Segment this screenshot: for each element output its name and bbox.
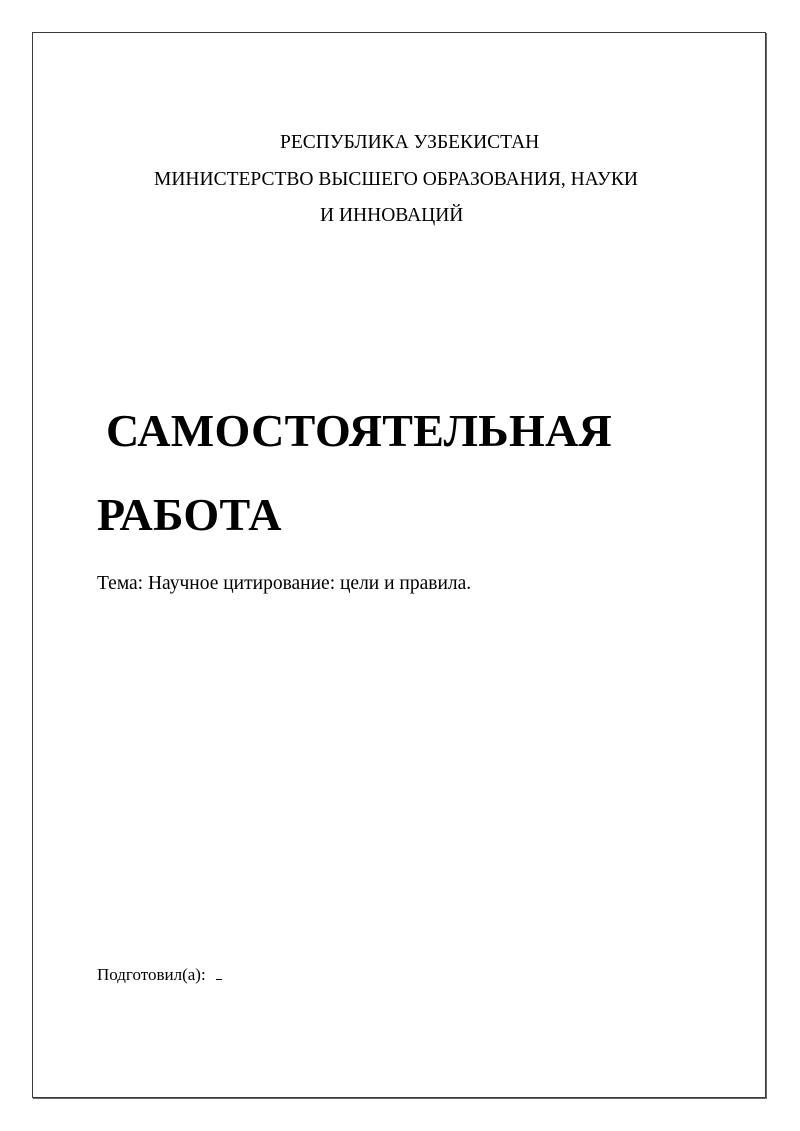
document-title-line2: РАБОТА bbox=[97, 489, 282, 540]
document-title-line1: САМОСТОЯТЕЛЬНАЯ bbox=[106, 405, 613, 456]
topic-line: Тема: Научное цитирование: цели и правила. bbox=[97, 573, 472, 594]
prepared-by-blank bbox=[216, 965, 222, 980]
prepared-by bbox=[97, 964, 222, 986]
ministry-heading-line1: МИНИСТЕРСТВО ВЫСШЕГО ОБРАЗОВАНИЯ, НАУКИ bbox=[154, 169, 638, 190]
ministry-heading-line2: И ИННОВАЦИЙ bbox=[320, 205, 464, 226]
country-heading: РЕСПУБЛИКА УЗБЕКИСТАН bbox=[280, 132, 540, 153]
prepared-by-label: Подготовил(а): bbox=[97, 965, 206, 984]
